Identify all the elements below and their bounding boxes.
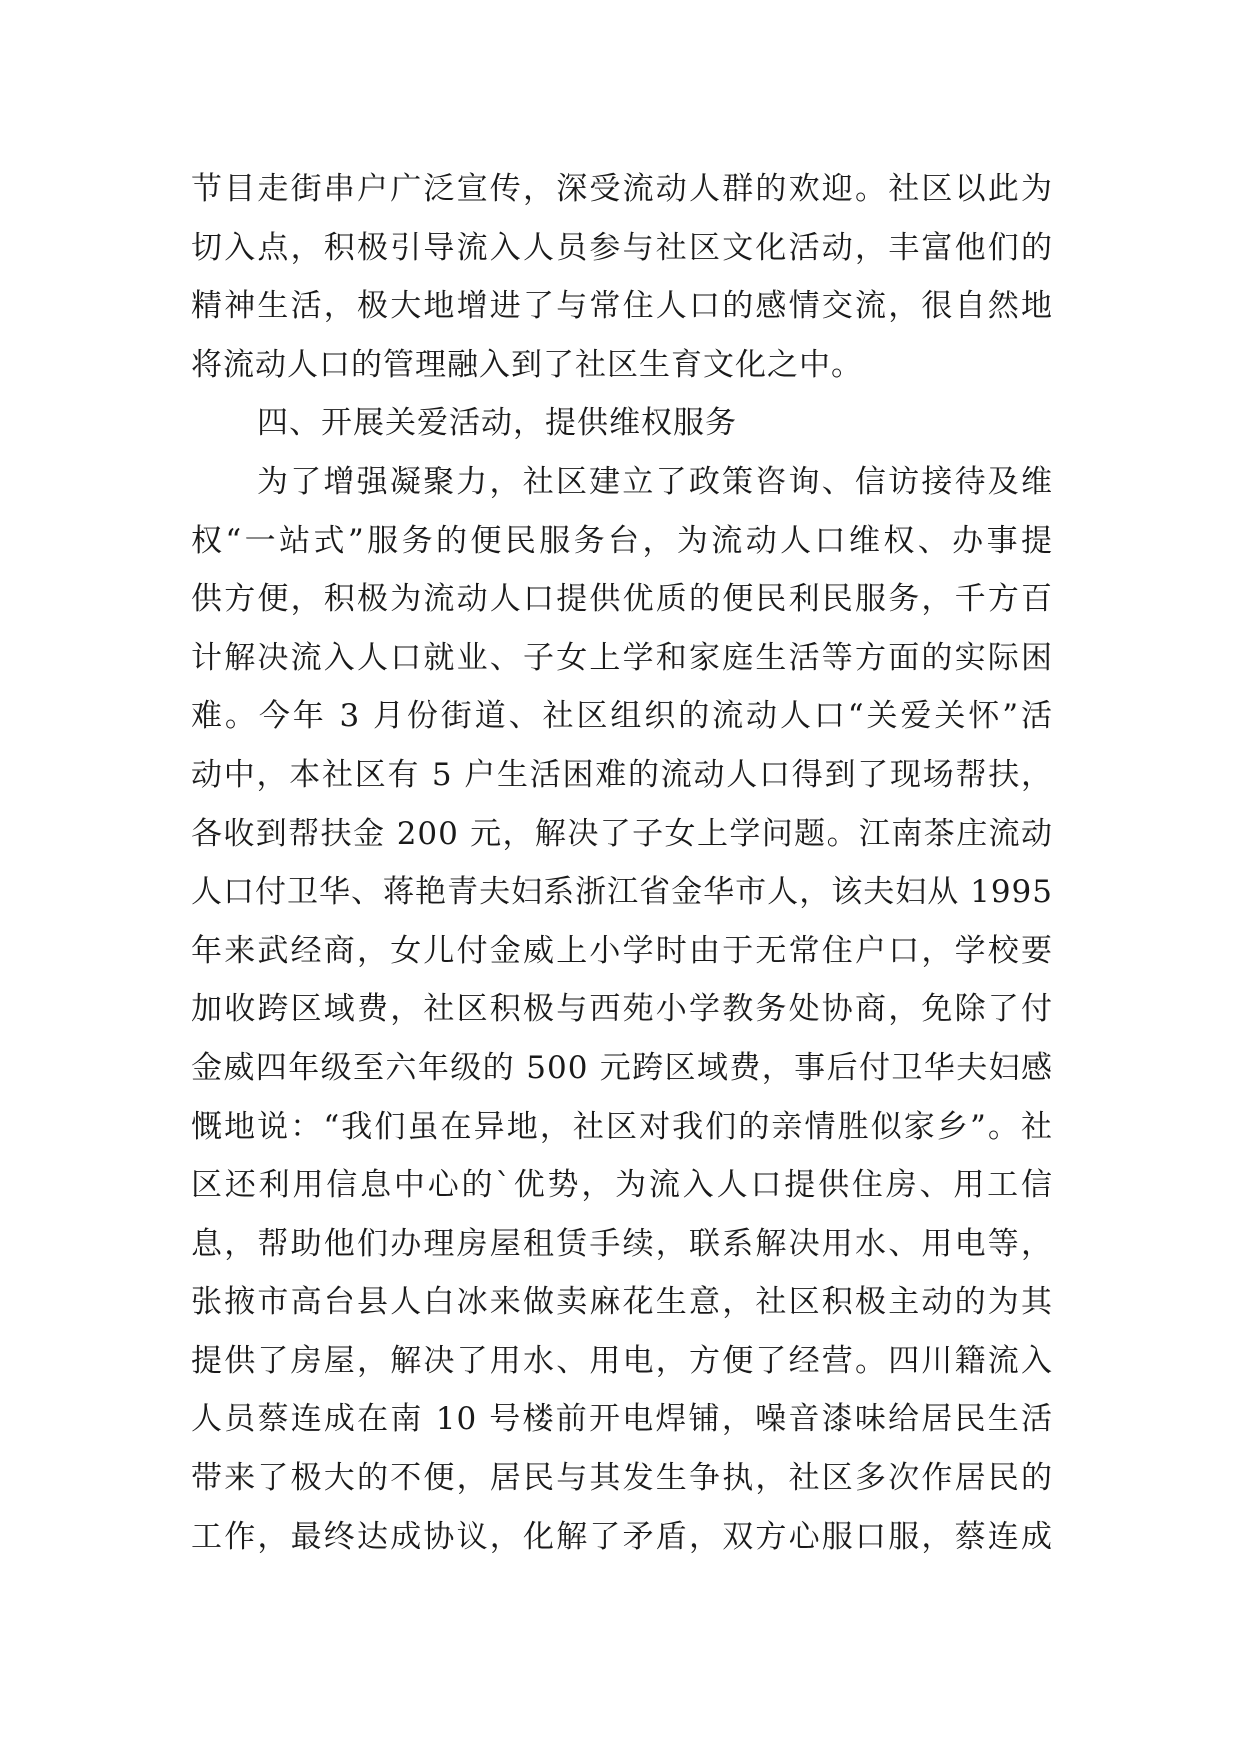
paragraph-line: 为了增强凝聚力，社区建立了政策咨询、信访接待及维 — [257, 463, 1053, 500]
paragraph-line: 区还利用信息中心的`优势，为流入人口提供住房、用工信 — [191, 1167, 1053, 1204]
section-heading: 四、开展关爱活动，提供维权服务 — [257, 405, 737, 442]
document-page — [191, 160, 1053, 1566]
paragraph-line: 难。今年 3 月份街道、社区组织的流动人口“关爱关怀”活 — [191, 698, 1053, 735]
paragraph-line: 供方便，积极为流动人口提供优质的便民利民服务，千方百 — [191, 581, 1053, 618]
paragraph-line: 人员蔡连成在南 10 号楼前开电焊铺，噪音漆味给居民生活 — [191, 1401, 1053, 1438]
paragraph-line: 带来了极大的不便，居民与其发生争执，社区多次作居民的 — [191, 1460, 1053, 1497]
paragraph-line: 精神生活，极大地增进了与常住人口的感情交流，很自然地 — [191, 288, 1053, 325]
paragraph-line: 提供了房屋，解决了用水、用电，方便了经营。四川籍流入 — [191, 1342, 1053, 1379]
paragraph-line: 年来武经商，女儿付金威上小学时由于无常住户口，学校要 — [191, 932, 1053, 969]
paragraph-line: 人口付卫华、蒋艳青夫妇系浙江省金华市人，该夫妇从 1995 — [191, 874, 1053, 911]
paragraph-line: 加收跨区域费，社区积极与西苑小学教务处协商，免除了付 — [191, 991, 1053, 1028]
paragraph-line: 工作，最终达成协议，化解了矛盾，双方心服口服，蔡连成 — [191, 1518, 1053, 1555]
paragraph-line: 权“一站式”服务的便民服务台，为流动人口维权、办事提 — [191, 522, 1053, 559]
paragraph-line: 张掖市高台县人白冰来做卖麻花生意，社区积极主动的为其 — [191, 1284, 1053, 1321]
paragraph-line: 将流动人口的管理融入到了社区生育文化之中。 — [191, 346, 863, 383]
paragraph-line: 动中，本社区有 5 户生活困难的流动人口得到了现场帮扶， — [191, 756, 1053, 793]
paragraph-line: 切入点，积极引导流入人员参与社区文化活动，丰富他们的 — [191, 229, 1053, 266]
paragraph-line: 慨地说：“我们虽在异地，社区对我们的亲情胜似家乡”。社 — [191, 1108, 1053, 1145]
paragraph-line: 计解决流入人口就业、子女上学和家庭生活等方面的实际困 — [191, 639, 1053, 676]
paragraph-line: 节目走街串户广泛宣传，深受流动人群的欢迎。社区以此为 — [191, 171, 1053, 207]
paragraph-line: 各收到帮扶金 200 元，解决了子女上学问题。江南茶庄流动 — [191, 815, 1053, 852]
paragraph-line: 息，帮助他们办理房屋租赁手续，联系解决用水、用电等， — [191, 1225, 1053, 1262]
paragraph-line: 金威四年级至六年级的 500 元跨区域费，事后付卫华夫妇感 — [191, 1049, 1053, 1086]
